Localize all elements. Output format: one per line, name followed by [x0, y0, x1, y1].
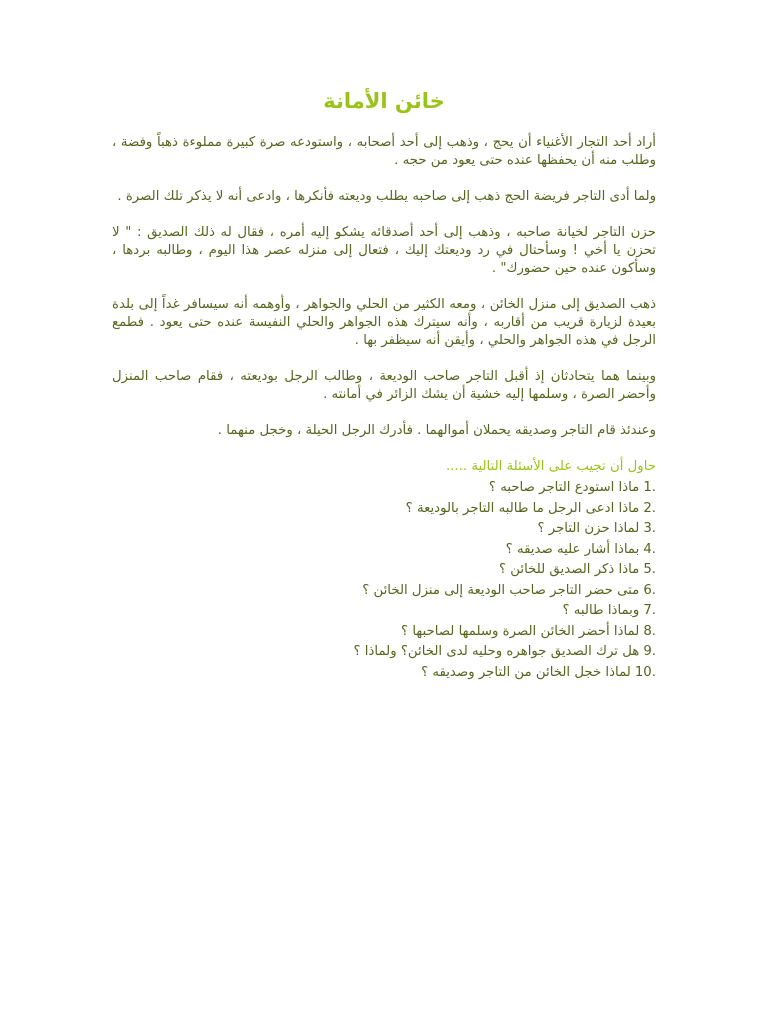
question-item — [112, 642, 656, 663]
question-number: 1. — [643, 480, 656, 495]
questions-heading: حاول أن تجيب على الأسئلة التالية ..... — [445, 459, 656, 474]
question-text: وبماذا طالبه ؟ — [562, 603, 640, 618]
question-number: 2. — [643, 500, 656, 516]
question-item — [112, 560, 656, 581]
story-paragraph-5: وبينما هما يتحادثان إذ أقبل التاجر صاحب الوديعة ، وطالب الرجل بوديعته ، فقام صاحب المنزل وأحضر الصرة ، وسلمها إليه خشية أن يشك الزائر في أمانته . — [112, 369, 656, 402]
story-paragraph-2: ولما أدى التاجر فريضة الحج ذهب إلى صاحبه يطلب وديعته فأنكرها ، وادعى أنه لا يذكر تلك الصرة . — [117, 189, 656, 204]
question-number: 6. — [643, 582, 656, 598]
question-number: 3. — [643, 521, 656, 536]
question-text: ماذا ذكر الصديق للخائن ؟ — [499, 562, 640, 577]
question-number: 8. — [643, 623, 656, 639]
question-item — [112, 601, 656, 622]
question-item — [112, 622, 656, 643]
question-item — [112, 663, 656, 684]
story-paragraph-4: ذهب الصديق إلى منزل الخائن ، ومعه الكثير من الحلي والجواهر ، وأوهمه أنه سيسافر غداً إلى بلدة بعيدة لزيارة قريب من أقاربه ، وأنه سيترك هذه الجواهر والحلي النفيسة عنده حتى يعود . فطمع الرجل في هذه الجواهر والحلي ، وأيقن أنه سيظفر بها . — [112, 297, 656, 348]
story-paragraph-1: أراد أحد التجار الأغنياء أن يحج ، وذهب إلى أحد أصحابه ، واستودعه صرة كبيرة مملوءة ذهباً وفضة ، وطلب منه أن يحفظها عنده حتى يعود من حجه . — [112, 135, 656, 168]
story-paragraph-6: وعندئذ قام التاجر وصديقه يحملان أموالهما . فأدرك الرجل الحيلة ، وخجل منهما . — [217, 423, 656, 438]
question-number: 9. — [643, 644, 656, 659]
question-item — [112, 540, 656, 561]
question-number: 7. — [643, 603, 656, 618]
document-page — [112, 86, 656, 683]
document-title: خائن الأمانة — [323, 89, 445, 113]
question-text: ماذا ادعى الرجل ما طالبه التاجر بالوديعة ؟ — [405, 500, 640, 516]
question-item — [112, 478, 656, 499]
question-item — [112, 519, 656, 540]
question-number: 5. — [643, 562, 656, 577]
question-number: 4. — [643, 541, 656, 557]
question-item — [112, 499, 656, 520]
question-text: ماذا استودع التاجر صاحبه ؟ — [488, 480, 640, 495]
question-text: متى حضر التاجر صاحب الوديعة إلى منزل الخائن ؟ — [362, 582, 640, 598]
question-text: لماذا حزن التاجر ؟ — [537, 521, 640, 536]
question-item — [112, 581, 656, 602]
questions-list — [112, 478, 656, 683]
story-paragraph-3: حزن التاجر لخيانة صاحبه ، وذهب إلى أحد أصدقائه يشكو إليه أمره ، فقال له ذلك الصديق : " لا تحزن يا أخي ! وسأحتال في رد وديعتك إليك ، فتعال إلى منزله عصر هذا اليوم ، وطالبه بردها ، وسأكون عنده حين حضورك" . — [112, 225, 656, 276]
question-text: بماذا أشار عليه صديقه ؟ — [505, 541, 640, 557]
question-text: هل ترك الصديق جواهره وحليه لدى الخائن؟ ولماذا ؟ — [353, 644, 640, 659]
question-number: 10. — [634, 664, 656, 680]
question-text: لماذا أحضر الخائن الصرة وسلمها لصاحبها ؟ — [401, 623, 640, 639]
question-text: لماذا خجل الخائن من التاجر وصديقه ؟ — [421, 664, 631, 680]
